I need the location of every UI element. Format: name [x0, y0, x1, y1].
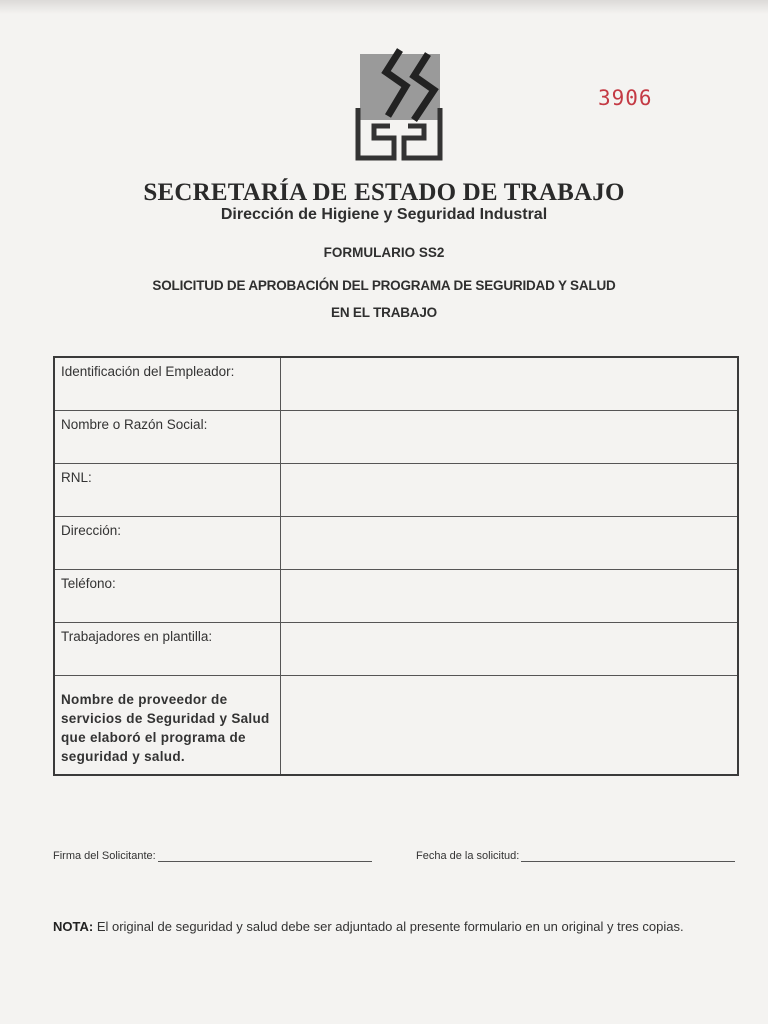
note-prefix: NOTA: — [53, 919, 94, 934]
note-text: El original de seguridad y salud debe ser adjuntado al presente formulario en un original y tres copias. — [93, 919, 684, 934]
field-label-employer-id: Identificación del Empleador: — [54, 357, 280, 410]
form-title-line-1: SOLICITUD DE APROBACIÓN DEL PROGRAMA DE SEGURIDAD Y SALUD — [152, 278, 616, 293]
form-title-line-2: EN EL TRABAJO — [331, 305, 437, 320]
field-label-address: Dirección: — [54, 516, 280, 569]
applicant-signature — [53, 850, 372, 862]
employer-fields-table — [53, 356, 739, 776]
field-label-phone: Teléfono: — [54, 569, 280, 622]
field-value-address[interactable] — [280, 516, 738, 569]
field-value-business-name[interactable] — [280, 410, 738, 463]
table-row — [54, 569, 738, 622]
table-row — [54, 357, 738, 410]
field-value-phone[interactable] — [280, 569, 738, 622]
request-date-line[interactable] — [521, 852, 735, 862]
field-label-rnl: RNL: — [54, 463, 280, 516]
request-date-label: Fecha de la solicitud: — [416, 850, 520, 862]
form-title — [0, 272, 768, 326]
page-subtitle: Dirección de Higiene y Seguridad Industral — [220, 206, 548, 223]
applicant-signature-line[interactable] — [158, 852, 372, 862]
page-edge-shadow — [0, 0, 768, 14]
field-label-provider: Nombre de proveedor de servicios de Seguridad y Salud que elaboró el programa de seguridad y salud. — [54, 675, 280, 775]
field-label-business-name: Nombre o Razón Social: — [54, 410, 280, 463]
field-value-provider[interactable] — [280, 675, 738, 775]
page-title: SECRETARÍA DE ESTADO DE TRABAJO — [143, 179, 625, 206]
form-code: FORMULARIO SS2 — [323, 245, 445, 260]
table-row — [54, 622, 738, 675]
table-row — [54, 410, 738, 463]
field-value-rnl[interactable] — [280, 463, 738, 516]
field-value-employer-id[interactable] — [280, 357, 738, 410]
ministry-logo-icon — [352, 46, 446, 164]
footer-note — [53, 919, 743, 934]
serial-number: 3906 — [598, 86, 653, 110]
field-value-staff-count[interactable] — [280, 622, 738, 675]
request-date — [416, 850, 735, 862]
table-row — [54, 675, 738, 775]
field-label-staff-count: Trabajadores en plantilla: — [54, 622, 280, 675]
applicant-signature-label: Firma del Solicitante: — [53, 850, 156, 862]
table-row — [54, 463, 738, 516]
table-row — [54, 516, 738, 569]
